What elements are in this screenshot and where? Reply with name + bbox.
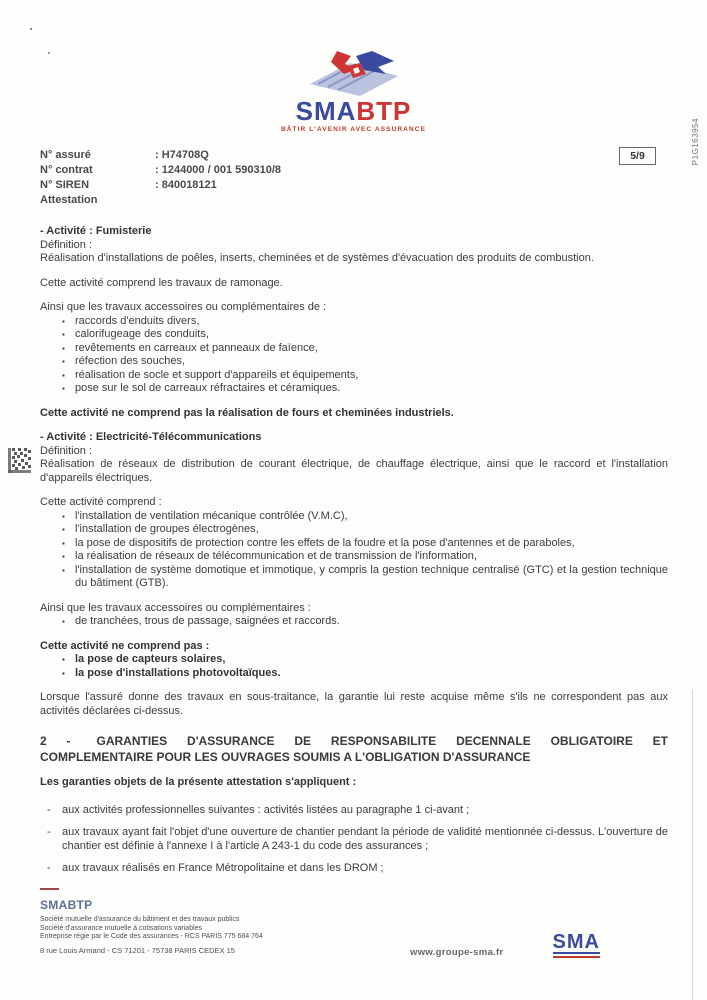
sma-footer-logo (553, 932, 600, 958)
fumisterie-definition: Réalisation d'installations de poêles, inserts, cheminées et de systèmes d'évacuation des produits de combustion. (40, 252, 594, 264)
scan-speck (48, 52, 50, 54)
brand-sma: SMA (295, 96, 357, 126)
list-item: ▪ de tranchées, trous de passage, saignées et raccords. (62, 615, 668, 629)
header-fields (40, 148, 668, 208)
footer-legal-line: Société mutuelle d'assurance du bâtiment et des travaux publics (40, 916, 240, 923)
section2-apply-intro: Les garanties objets de la présente attestation s'appliquent : (40, 776, 357, 788)
footer-company-name: SMABTP (40, 898, 93, 912)
field-value: : 840018121 (155, 179, 217, 191)
sma-logo-text: SMA (552, 931, 600, 953)
section2-heading (40, 734, 668, 765)
field-attestation (40, 193, 668, 208)
field-label: N° SIREN (40, 179, 90, 191)
definition-label: Définition : (40, 444, 92, 457)
section2-number: 2 - (40, 734, 71, 748)
side-print-code: P1G163954 (691, 118, 700, 166)
fumisterie-excludes: Cette activité ne comprend pas la réalisation de fours et cheminées industriels. (40, 406, 454, 419)
list-item: ▪ la réalisation de réseaux de télécommunication et de transmission de l'information, (62, 550, 668, 564)
scan-speck (30, 28, 32, 30)
field-label: N° contrat (40, 164, 93, 176)
electricite-excludes-list (40, 653, 668, 680)
electricite-includes-intro: Cette activité comprend : (40, 496, 162, 508)
electricite-includes-list (40, 510, 668, 591)
list-item: ▪ la pose de capteurs solaires, (62, 653, 668, 667)
footer-company-block (40, 888, 263, 955)
list-item: ▪ calorifugeage des conduits, (62, 328, 668, 342)
electricite-definition: Réalisation de réseaux de distribution de courant électrique, de chauffage électrique, ainsi que le raccord et l'installation d'appareils électriques. (40, 458, 668, 484)
section2-heading-text: GARANTIES D'ASSURANCE DE RESPONSABILITE DECENNALE OBLIGATOIRE ET COMPLEMENTAIRE POUR LES OUVRAGES SOUMIS A L'OBLIGATION D'ASSURANCE (40, 734, 668, 764)
list-item: - aux travaux ayant fait l'objet d'une ouverture de chantier pendant la période de validité mentionnée ci-dessus. L'ouverture de chantier est définie à l'annexe I à l'article A 243-1 du code des assurances ; (47, 826, 668, 853)
field-label: N° assuré (40, 149, 91, 161)
list-item: ▪ revêtements en carreaux et panneaux de faïence, (62, 342, 668, 356)
field-value: : H74708Q (155, 149, 209, 161)
page-number-badge: 5/9 (619, 147, 656, 165)
field-value: : 1244000 / 001 590310/8 (155, 164, 282, 176)
activity-fumisterie-title: - Activité : Fumisterie (40, 225, 152, 237)
field-label: Attestation (40, 194, 98, 206)
field-assure (40, 148, 668, 163)
list-item: ▪ la pose de dispositifs de protection contre les effets de la foudre et la pose d'antennes et de paraboles, (62, 537, 668, 551)
footer-dash (40, 888, 59, 890)
smabtp-logo (164, 0, 544, 133)
list-item: ▪ l'installation de groupes électrogènes, (62, 523, 668, 537)
fumisterie-includes: Cette activité comprend les travaux de ramonage. (40, 276, 283, 289)
list-item: ▪ la pose d'installations photovoltaïques. (62, 667, 668, 681)
brand-wordmark (164, 98, 544, 124)
list-item: ▪ l'installation de système domotique et immotique, y compris la gestion technique centralisé (GTC) et la gestion technique du bâtiment (GTB). (62, 564, 668, 591)
subcontract-note: Lorsque l'assuré donne des travaux en sous-traitance, la garantie lui reste acquise même s'ils ne correspondent pas aux activités déclarées ci-dessus. (40, 691, 668, 717)
list-item: - aux activités professionnelles suivantes : activités listées au paragraphe 1 ci-avant ; (47, 804, 668, 818)
electricite-accessory-intro: Ainsi que les travaux accessoires ou complémentaires : (40, 601, 311, 614)
smabtp-logo-icon (304, 50, 404, 96)
brand-btp: BTP (356, 96, 412, 126)
datamatrix-barcode-icon (8, 448, 31, 473)
fumisterie-accessory-list (40, 315, 668, 396)
field-siren (40, 178, 668, 193)
fumisterie-accessory-intro: Ainsi que les travaux accessoires ou complémentaires de : (40, 301, 327, 313)
list-item: ▪ raccords d'enduits divers, (62, 315, 668, 329)
list-item: - aux travaux réalisés en France Métropolitaine et dans les DROM ; (47, 862, 668, 876)
brand-tagline: BÂTIR L'AVENIR AVEC ASSURANCE (280, 126, 427, 133)
list-item: ▪ réfection des souches, (62, 355, 668, 369)
website-url: www.groupe-sma.fr (410, 947, 504, 958)
sma-logo-redline (553, 956, 600, 958)
definition-label: Définition : (40, 238, 92, 251)
list-item: ▪ pose sur le sol de carreaux réfractaires et céramiques. (62, 382, 668, 396)
section2-apply-list (40, 804, 668, 876)
scan-edge-line (692, 690, 693, 1000)
electricite-accessory-list (40, 615, 668, 629)
field-contrat (40, 163, 668, 178)
list-item: ▪ réalisation de socle et support d'appareils et équipements, (62, 369, 668, 383)
list-item: ▪ l'installation de ventilation mécanique contrôlée (V.M.C), (62, 510, 668, 524)
activity-electricite-title: - Activité : Electricité-Télécommunications (40, 431, 262, 443)
footer-address: 8 rue Louis Armand - CS 71201 - 75738 PARIS CEDEX 15 (40, 945, 235, 955)
footer-legal-line: Société d'assurance mutuelle à cotisations variables (40, 924, 203, 932)
electricite-excludes-intro: Cette activité ne comprend pas : (40, 639, 210, 652)
footer-legal-line: Entreprise régie par le Code des assurances - RCS PARIS 775 684 764 (40, 933, 263, 940)
